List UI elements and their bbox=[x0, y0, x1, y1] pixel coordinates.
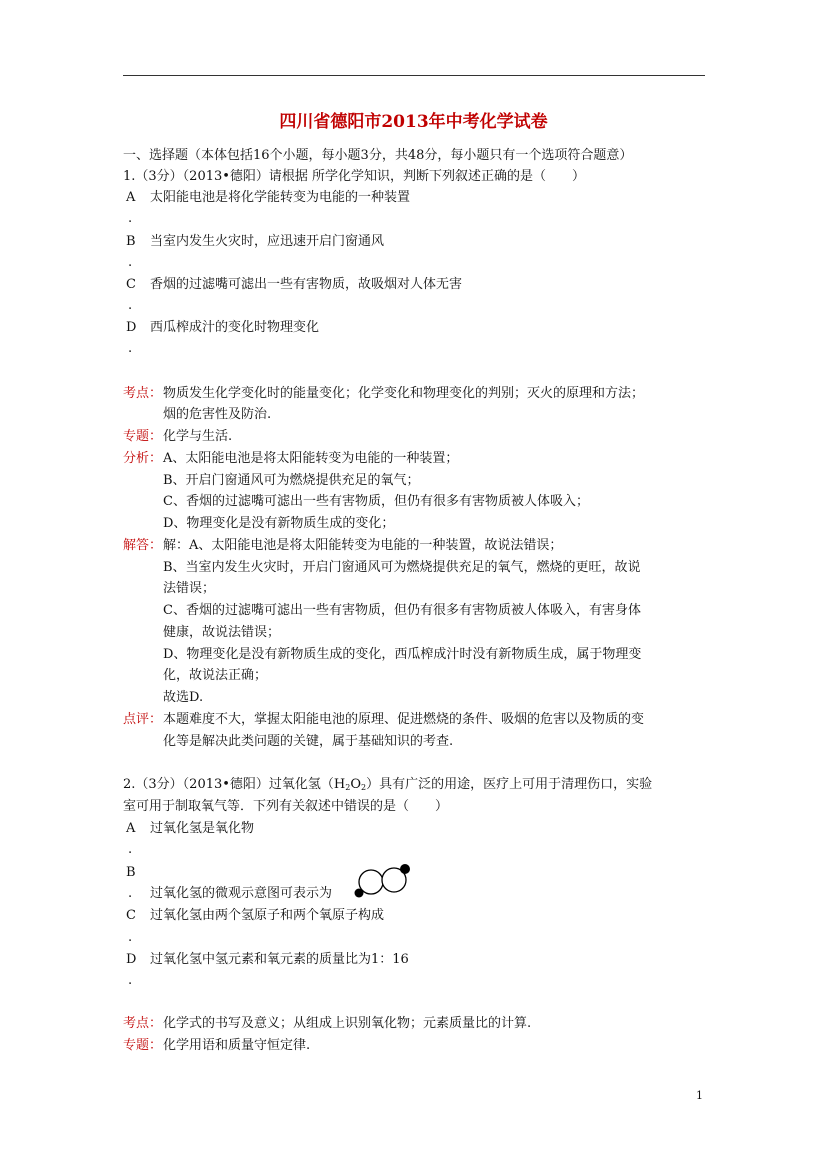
q2-option-c-text: 过氧化氢由两个氢原子和两个氧原子构成 bbox=[150, 908, 385, 923]
q2-kaodian: 化学式的书写及意义；从组成上识别氧化物；元素质量比的计算. bbox=[163, 1016, 532, 1031]
q1-jieda-line6: D、物理变化是没有新物质生成的变化，西瓜榨成汁时没有新物质生成，属于物理变 bbox=[163, 647, 642, 662]
q1-option-a-letter: A bbox=[126, 190, 136, 205]
q1-kaodian-line2: 烟的危害性及防治. bbox=[163, 407, 272, 422]
q2-stem-line1-pre: 2.（3分）（2013•德阳）过氧化氢（H bbox=[123, 777, 346, 792]
q1-fenxi-label: 分析： bbox=[123, 451, 163, 466]
q1-jieda-line7: 化，故说法正确； bbox=[163, 668, 268, 683]
q1-jieda-line1: 解：A、太阳能电池是将太阳能转变为电能的一种装置，故说法错误； bbox=[163, 538, 563, 553]
q1-option-b-letter: B bbox=[126, 234, 136, 249]
q2-stem-line1 bbox=[123, 778, 652, 792]
q1-kaodian-label: 考点： bbox=[123, 386, 163, 401]
page-title: 四川省德阳市2013年中考化学试卷 bbox=[279, 112, 548, 132]
q1-jieda-line8: 故选D. bbox=[163, 690, 204, 705]
q1-dianping-label: 点评： bbox=[123, 712, 163, 727]
q2-option-d-dot: . bbox=[128, 973, 133, 988]
page-number: 1 bbox=[696, 1089, 703, 1102]
q1-option-b-dot: . bbox=[128, 255, 133, 270]
q1-fenxi-line1: A、太阳能电池是将太阳能转变为电能的一种装置； bbox=[163, 451, 459, 466]
q1-fenxi-line3: C、香烟的过滤嘴可滤出一些有害物质，但仍有很多有害物质被人体吸入； bbox=[163, 494, 589, 509]
section-header: 一、选择题（本体包括16个小题，每小题3分，共48分，每小题只有一个选项符合题意） bbox=[123, 148, 633, 163]
q2-option-c-dot: . bbox=[128, 930, 133, 945]
q2-option-d-letter: D bbox=[126, 952, 137, 967]
q2-option-c-letter: C bbox=[126, 908, 136, 923]
q2-option-a-dot: . bbox=[128, 842, 133, 857]
q1-option-d-dot: . bbox=[128, 341, 133, 356]
q2-option-b-text: 过氧化氢的微观示意图可表示为 bbox=[150, 886, 333, 901]
q2-option-a-text: 过氧化氢是氧化物 bbox=[150, 821, 255, 836]
q1-dianping-line2: 化等是解决此类问题的关键，属于基础知识的考查. bbox=[163, 734, 454, 749]
q1-fenxi-line4: D、物理变化是没有新物质生成的变化； bbox=[163, 516, 395, 531]
q1-jieda-line2: B、当室内发生火灾时，开启门窗通风可为燃烧提供充足的氧气，燃烧的更旺，故说 bbox=[163, 560, 641, 575]
q1-jieda-line4: C、香烟的过滤嘴可滤出一些有害物质，但仍有很多有害物质被人体吸入，有害身体 bbox=[163, 603, 641, 618]
q1-jieda-line5: 健康，故说法错误； bbox=[163, 625, 281, 640]
q1-option-b-text: 当室内发生火灾时，应迅速开启门窗通风 bbox=[150, 234, 385, 249]
q1-option-a-text: 太阳能电池是将化学能转变为电能的一种装置 bbox=[150, 190, 411, 205]
q1-jieda-label: 解答： bbox=[123, 538, 163, 553]
q1-option-c-text: 香烟的过滤嘴可滤出一些有害物质，故吸烟对人体无害 bbox=[150, 277, 463, 292]
hydrogen-atom-right bbox=[400, 864, 410, 874]
q2-option-a-letter: A bbox=[126, 821, 136, 836]
q2-subscript-2b: 2 bbox=[361, 783, 367, 792]
q1-option-c-letter: C bbox=[126, 277, 136, 292]
oxygen-atom-left bbox=[359, 870, 383, 894]
q1-zhuanti-label: 专题： bbox=[123, 429, 163, 444]
q1-stem: 1.（3分）（2013•德阳）请根据 所学化学知识，判断下列叙述正确的是（ ） bbox=[123, 169, 586, 184]
q2-stem-line2: 室可用于制取氧气等．下列有关叙述中错误的是（ ） bbox=[123, 799, 449, 814]
q2-stem-line1-post: ）具有广泛的用途，医疗上可用于清理伤口，实验 bbox=[366, 777, 653, 792]
q2-option-d-text: 过氧化氢中氢元素和氧元素的质量比为1：16 bbox=[150, 952, 409, 967]
q2-zhuanti: 化学用语和质量守恒定律. bbox=[163, 1038, 311, 1053]
q1-zhuanti: 化学与生活. bbox=[163, 429, 233, 444]
q1-dianping-line1: 本题难度不大，掌握太阳能电池的原理、促进燃烧的条件、吸烟的危害以及物质的变 bbox=[163, 712, 645, 727]
q2-option-b-dot: . bbox=[128, 886, 133, 901]
q1-option-a-dot: . bbox=[128, 211, 133, 226]
q1-option-c-dot: . bbox=[128, 298, 133, 313]
q1-fenxi-line2: B、开启门窗通风可为燃烧提供充足的氧气； bbox=[163, 473, 420, 488]
q2-zhuanti-label: 专题： bbox=[123, 1038, 163, 1053]
h2o2-molecule-diagram bbox=[352, 862, 412, 898]
q1-option-d-text: 西瓜榨成汁的变化时物理变化 bbox=[150, 320, 320, 335]
q2-option-b-letter: B bbox=[126, 865, 136, 880]
q1-kaodian-line1: 物质发生化学变化时的能量变化；化学变化和物理变化的判别；灭火的原理和方法； bbox=[163, 386, 645, 401]
q2-kaodian-label: 考点： bbox=[123, 1016, 163, 1031]
q2-o-letter: O bbox=[350, 777, 362, 792]
header-rule bbox=[123, 75, 705, 76]
q2-subscript-2a: 2 bbox=[345, 783, 351, 792]
q1-option-d-letter: D bbox=[126, 320, 137, 335]
q1-jieda-line3: 法错误； bbox=[163, 581, 216, 596]
